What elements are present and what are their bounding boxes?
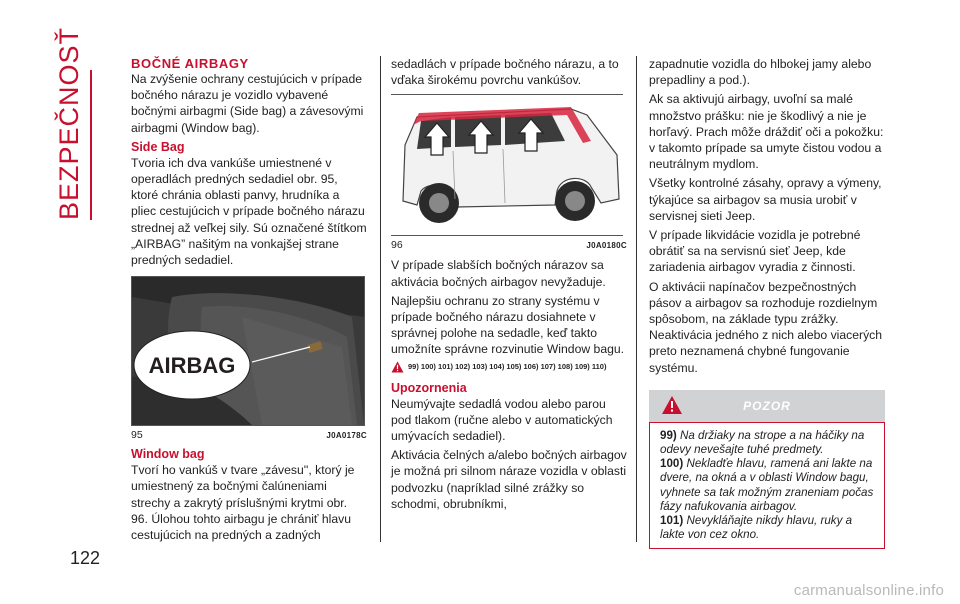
- paragraph: zapadnutie vozidla do hlbokej jamy alebo prepadliny a pod.).: [649, 57, 872, 88]
- pozor-title: POZOR: [743, 398, 791, 413]
- window-bag-heading: Window bag: [131, 447, 205, 462]
- column-2: [391, 56, 627, 515]
- column-divider: [380, 56, 381, 542]
- section-tab: [52, 26, 92, 220]
- side-bag-paragraph: Tvoria ich dva vankúše umiestnené v operadlách predných sedadiel obr. 95, ktoré chránia oblasti panvy, hrudníka a pliec cestujúcich v prípade bočného nárazu strednej až veľkej sily. Sú označené štítkom „AIRBAG” našitým na vonkajšej strane predných sedadiel.: [131, 155, 367, 268]
- paragraph: Všetky kontrolné zásahy, opravy a výmeny, týkajúce sa airbagov sa musia urobiť v servisnej sieti Jeep.: [649, 176, 882, 223]
- watermark: carmanualsonline.info: [793, 582, 944, 599]
- figure-number: 96: [391, 239, 403, 252]
- continued-paragraph: sedadlách v prípade bočného nárazu, a to vďaka širokému povrchu vankúšov.: [391, 57, 619, 88]
- column-divider: [636, 56, 637, 542]
- paragraph: Najlepšiu ochranu zo strany systému v prípade bočného nárazu dosiahnete v správnej polohe na sedadle, keď takto umožníte správne rozvinutie Window bagu.: [391, 293, 625, 357]
- figure-caption: [391, 239, 627, 251]
- column-3: [649, 56, 885, 549]
- airbag-label: AIRBAG: [148, 353, 236, 379]
- section-tab-label: BEZPEČNOSŤ: [54, 26, 84, 220]
- column-1: [131, 56, 367, 546]
- pozor-item-text: Nevykláňajte nikdy hlavu, ruky a lakte von cez okno.: [660, 514, 853, 542]
- warning-triangle-icon: [391, 361, 404, 373]
- paragraph: V prípade likvidácie vozidla je potrebné obrátiť sa na servisnú sieť Jeep, kde zariadenia airbagov vyradia z činnosti.: [649, 228, 861, 275]
- figure-caption: [131, 429, 367, 441]
- paragraph: V prípade slabších bočných nárazov sa aktivácia bočných airbagov nevyžaduje.: [391, 258, 606, 289]
- window-bag-paragraph: Tvorí ho vankúš v tvare „závesu'', ktorý je umiestnený za bočnými čalúneniami strechy a zakrytý príslušnými krytmi obr. 96. Úlohou tohto airbagu je chrániť hlavu cestujúcich na predných a zadných: [131, 463, 355, 543]
- figure-code: J0A0178C: [326, 431, 367, 441]
- pozor-item-text: Na držiaky na strope a na háčiky na odevy nevešajte tuhé predmety.: [660, 428, 865, 457]
- figure-code: J0A0180C: [586, 241, 627, 251]
- pozor-header: [649, 390, 885, 422]
- vehicle-side-illustration: [391, 95, 623, 235]
- pozor-item-text: Nekladťe hlavu, ramená ani lakte na dvere, na okná a v oblasti Window bagu, vyhnete sa tak možným zraneniam počas fázy nafukovania airbagov.: [660, 457, 874, 513]
- pozor-item: [660, 457, 874, 514]
- paragraph: O aktivácii napínačov bezpečnostných pásov a airbagov sa rozhoduje rozdielnym spôsobom, na základe typu zrážky. Neaktivácia jedného z nich alebo viacerých preto neznamená chybné fungovanie systému.: [649, 279, 883, 375]
- seat-airbag-photo: [132, 277, 364, 425]
- section-heading: BOČNÉ AIRBAGY: [131, 56, 249, 71]
- page-number: 122: [70, 548, 101, 568]
- figure-number: 95: [131, 429, 143, 442]
- pozor-item-number: 101): [660, 514, 684, 528]
- warning-triangle-icon: [661, 395, 683, 415]
- notice-heading: Upozornenia: [391, 380, 467, 395]
- figure-96: [391, 94, 623, 236]
- warning-ref-list: 99) 100) 101) 102) 103) 104) 105) 106) 107) 108) 109) 110): [408, 361, 607, 371]
- paragraph: Neumývajte sedadlá vodou alebo parou pod tlakom (ručne alebo v automatických umývacích sedadiel).: [391, 396, 613, 444]
- paragraph: Aktivácia čelných a/alebo bočných airbagov je možná pri silnom náraze vozidla v oblasti podvozku (napríklad silné zrážky so schodmi, obrubníkmi,: [391, 448, 627, 511]
- pozor-item-number: 99): [660, 428, 677, 442]
- pozor-box: [649, 422, 885, 550]
- intro-paragraph: Na zvýšenie ochrany cestujúcich v prípade bočného nárazu je vozidlo vybavené bočnými airbagmi (Side bag) a závesovými airbagmi (Window bag).: [131, 72, 364, 135]
- pozor-item: [660, 514, 874, 542]
- section-tab-bar: [90, 70, 92, 220]
- pozor-item-number: 100): [660, 457, 684, 471]
- warning-references: [391, 361, 627, 373]
- pozor-item: [660, 429, 874, 457]
- paragraph: Ak sa aktivujú airbagy, uvoľní sa malé množstvo prášku: nie je škodlivý a nie je horľavý. Prach môže dráždiť oči a pokožku: v takomto prípade sa umyte čistou vodou a neutrálnym mydlom.: [649, 92, 884, 172]
- figure-95: [131, 276, 365, 426]
- side-bag-heading: Side Bag: [131, 139, 185, 154]
